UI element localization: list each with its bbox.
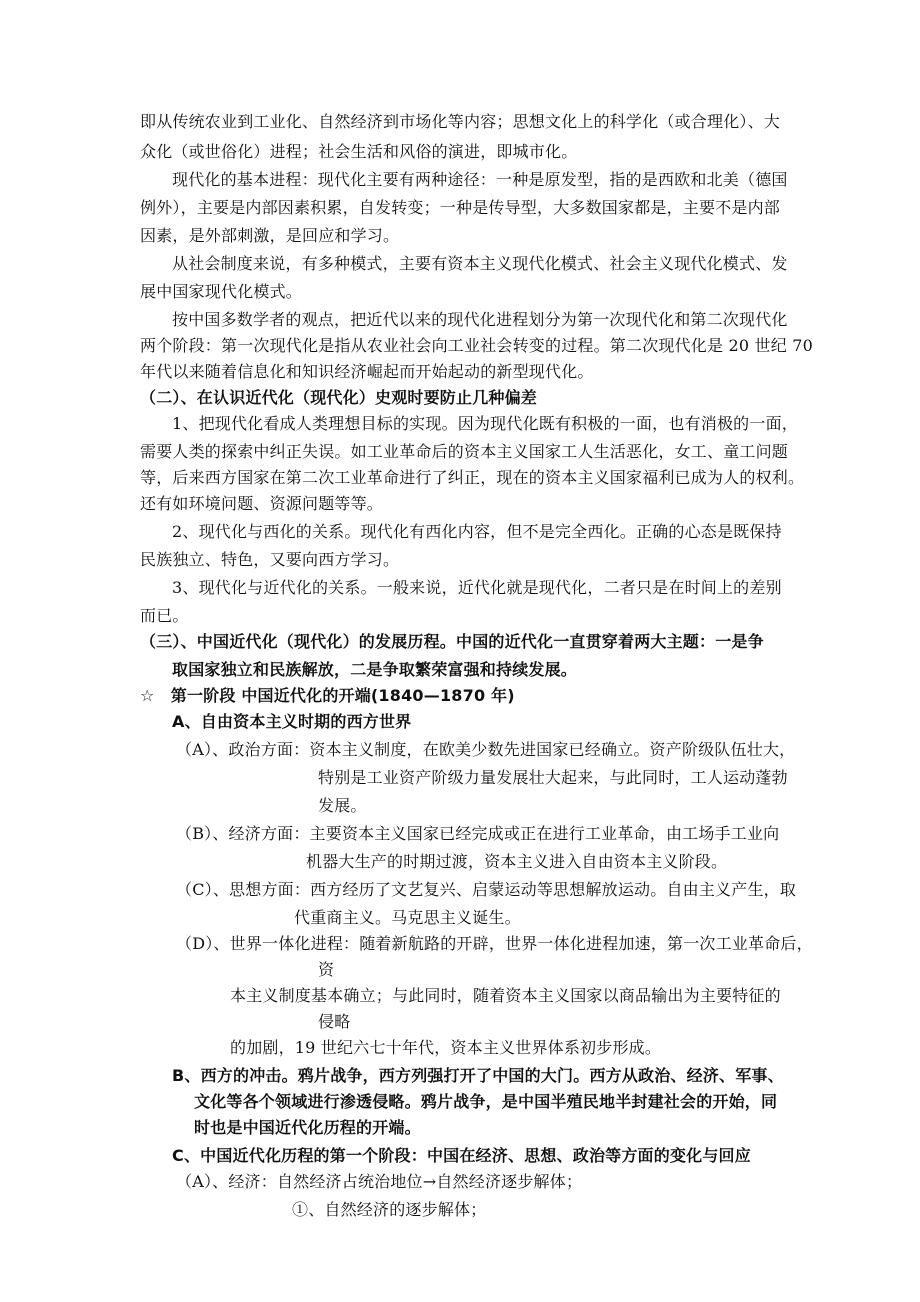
text-line: 代重商主义。马克思主义诞生。	[294, 908, 521, 927]
text-line: 即从传统农业到工业化、自然经济到市场化等内容；思想文化上的科学化（或合理化）、大	[140, 112, 781, 131]
section-heading-3: （三）、中国近代化（现代化）的发展历程。中国的近代化一直贯穿着两大主题：一是争	[140, 632, 764, 651]
text-line: 两个阶段：第一次现代化是指从农业社会向工业社会转变的过程。第二次现代化是 20 世纪 70	[140, 336, 813, 355]
text-line: 的加剧，19 世纪六七十年代，资本主义世界体系初步形成。	[230, 1038, 662, 1057]
text-line: 1、把现代化看成人类理想目标的实现。因为现代化既有积极的一面，也有消极的一面，	[172, 414, 798, 433]
text-line: 需要人类的探索中纠正失误。如工业革命后的资本主义国家工人生活恶化，女工、童工问题	[140, 442, 789, 461]
text-line: 从社会制度来说，有多种模式，主要有资本主义现代化模式、社会主义现代化模式、发	[172, 254, 788, 273]
text-line: 侵略	[318, 1012, 351, 1031]
text-line: 众化（或世俗化）进程；社会生活和风俗的演进，即城市化。	[140, 142, 578, 161]
text-line: 民族独立、特色，又要向西方学习。	[140, 550, 400, 569]
section-heading-3-cont: 取国家独立和民族解放，二是争取繁荣富强和持续发展。	[172, 660, 578, 679]
text-line: （B）、经济方面：主要资本主义国家已经完成或正在进行工业革命，由工场手工业向	[176, 824, 780, 843]
text-line: 现代化的基本进程：现代化主要有两种途径：一种是原发型，指的是西欧和北美（德国	[172, 170, 788, 189]
text-line: （A）、政治方面：资本主义制度，在欧美少数先进国家已经确立。资产阶级队伍壮大，	[176, 740, 796, 759]
text-line: 本主义制度基本确立；与此同时，随着资本主义国家以商品输出为主要特征的	[230, 986, 781, 1005]
text-line: 资	[318, 960, 335, 979]
text-line: 因素，是外部刺激，是回应和学习。	[140, 226, 400, 245]
text-line: 还有如环境问题、资源问题等等。	[140, 494, 384, 513]
text-line: 3、现代化与近代化的关系。一般来说，近代化就是现代化，二者只是在时间上的差别	[172, 578, 782, 597]
text-line: 例外），主要是内部因素积累，自发转变；一种是传导型，大多数国家都是，主要不是内部	[140, 198, 781, 217]
text-line: 展中国家现代化模式。	[140, 282, 303, 301]
subheading-b: B、西方的冲击。鸦片战争，西方列强打开了中国的大门。西方从政治、经济、军事、	[172, 1066, 784, 1085]
text-line: （D）、世界一体化进程：随着新航路的开辟，世界一体化进程加速，第一次工业革命后，	[176, 934, 813, 953]
text-line: 特别是工业资产阶级力量发展壮大起来，与此同时，工人运动蓬勃	[318, 768, 788, 787]
stage-heading: ☆ 第一阶段 中国近代化的开端(1840—1870 年)	[140, 686, 515, 705]
subheading-b-cont: 时也是中国近代化历程的开端。	[194, 1118, 421, 1137]
text-line: 而已。	[140, 606, 189, 625]
section-heading-2: （二）、在认识近代化（现代化）史观时要防止几种偏差	[140, 388, 538, 407]
text-line: ①、自然经济的逐步解体；	[292, 1200, 487, 1219]
text-line: 年代以来随着信息化和知识经济崛起而开始起动的新型现代化。	[140, 362, 594, 381]
text-line: （A）、经济：自然经济占统治地位→自然经济逐步解体；	[176, 1172, 583, 1191]
text-line: 发展。	[318, 796, 367, 815]
text-line: （C）、思想方面：西方经历了文艺复兴、启蒙运动等思想解放运动。自由主义产生，取	[176, 880, 797, 899]
text-line: 等，后来西方国家在第二次工业革命进行了纠正，现在的资本主义国家福利已成为人的权利。	[140, 468, 805, 487]
text-line: 机器大生产的时期过渡，资本主义进入自由资本主义阶段。	[306, 852, 728, 871]
subheading-a: A、自由资本主义时期的西方世界	[172, 712, 412, 731]
subheading-c: C、中国近代化历程的第一个阶段：中国在经济、思想、政治等方面的变化与回应	[172, 1146, 751, 1165]
subheading-b-cont: 文化等各个领域进行渗透侵略。鸦片战争，是中国半殖民地半封建社会的开始，同	[194, 1092, 778, 1111]
text-line: 2、现代化与西化的关系。现代化有西化内容，但不是完全西化。正确的心态是既保持	[172, 522, 782, 541]
text-line: 按中国多数学者的观点，把近代以来的现代化进程划分为第一次现代化和第二次现代化	[172, 310, 788, 329]
